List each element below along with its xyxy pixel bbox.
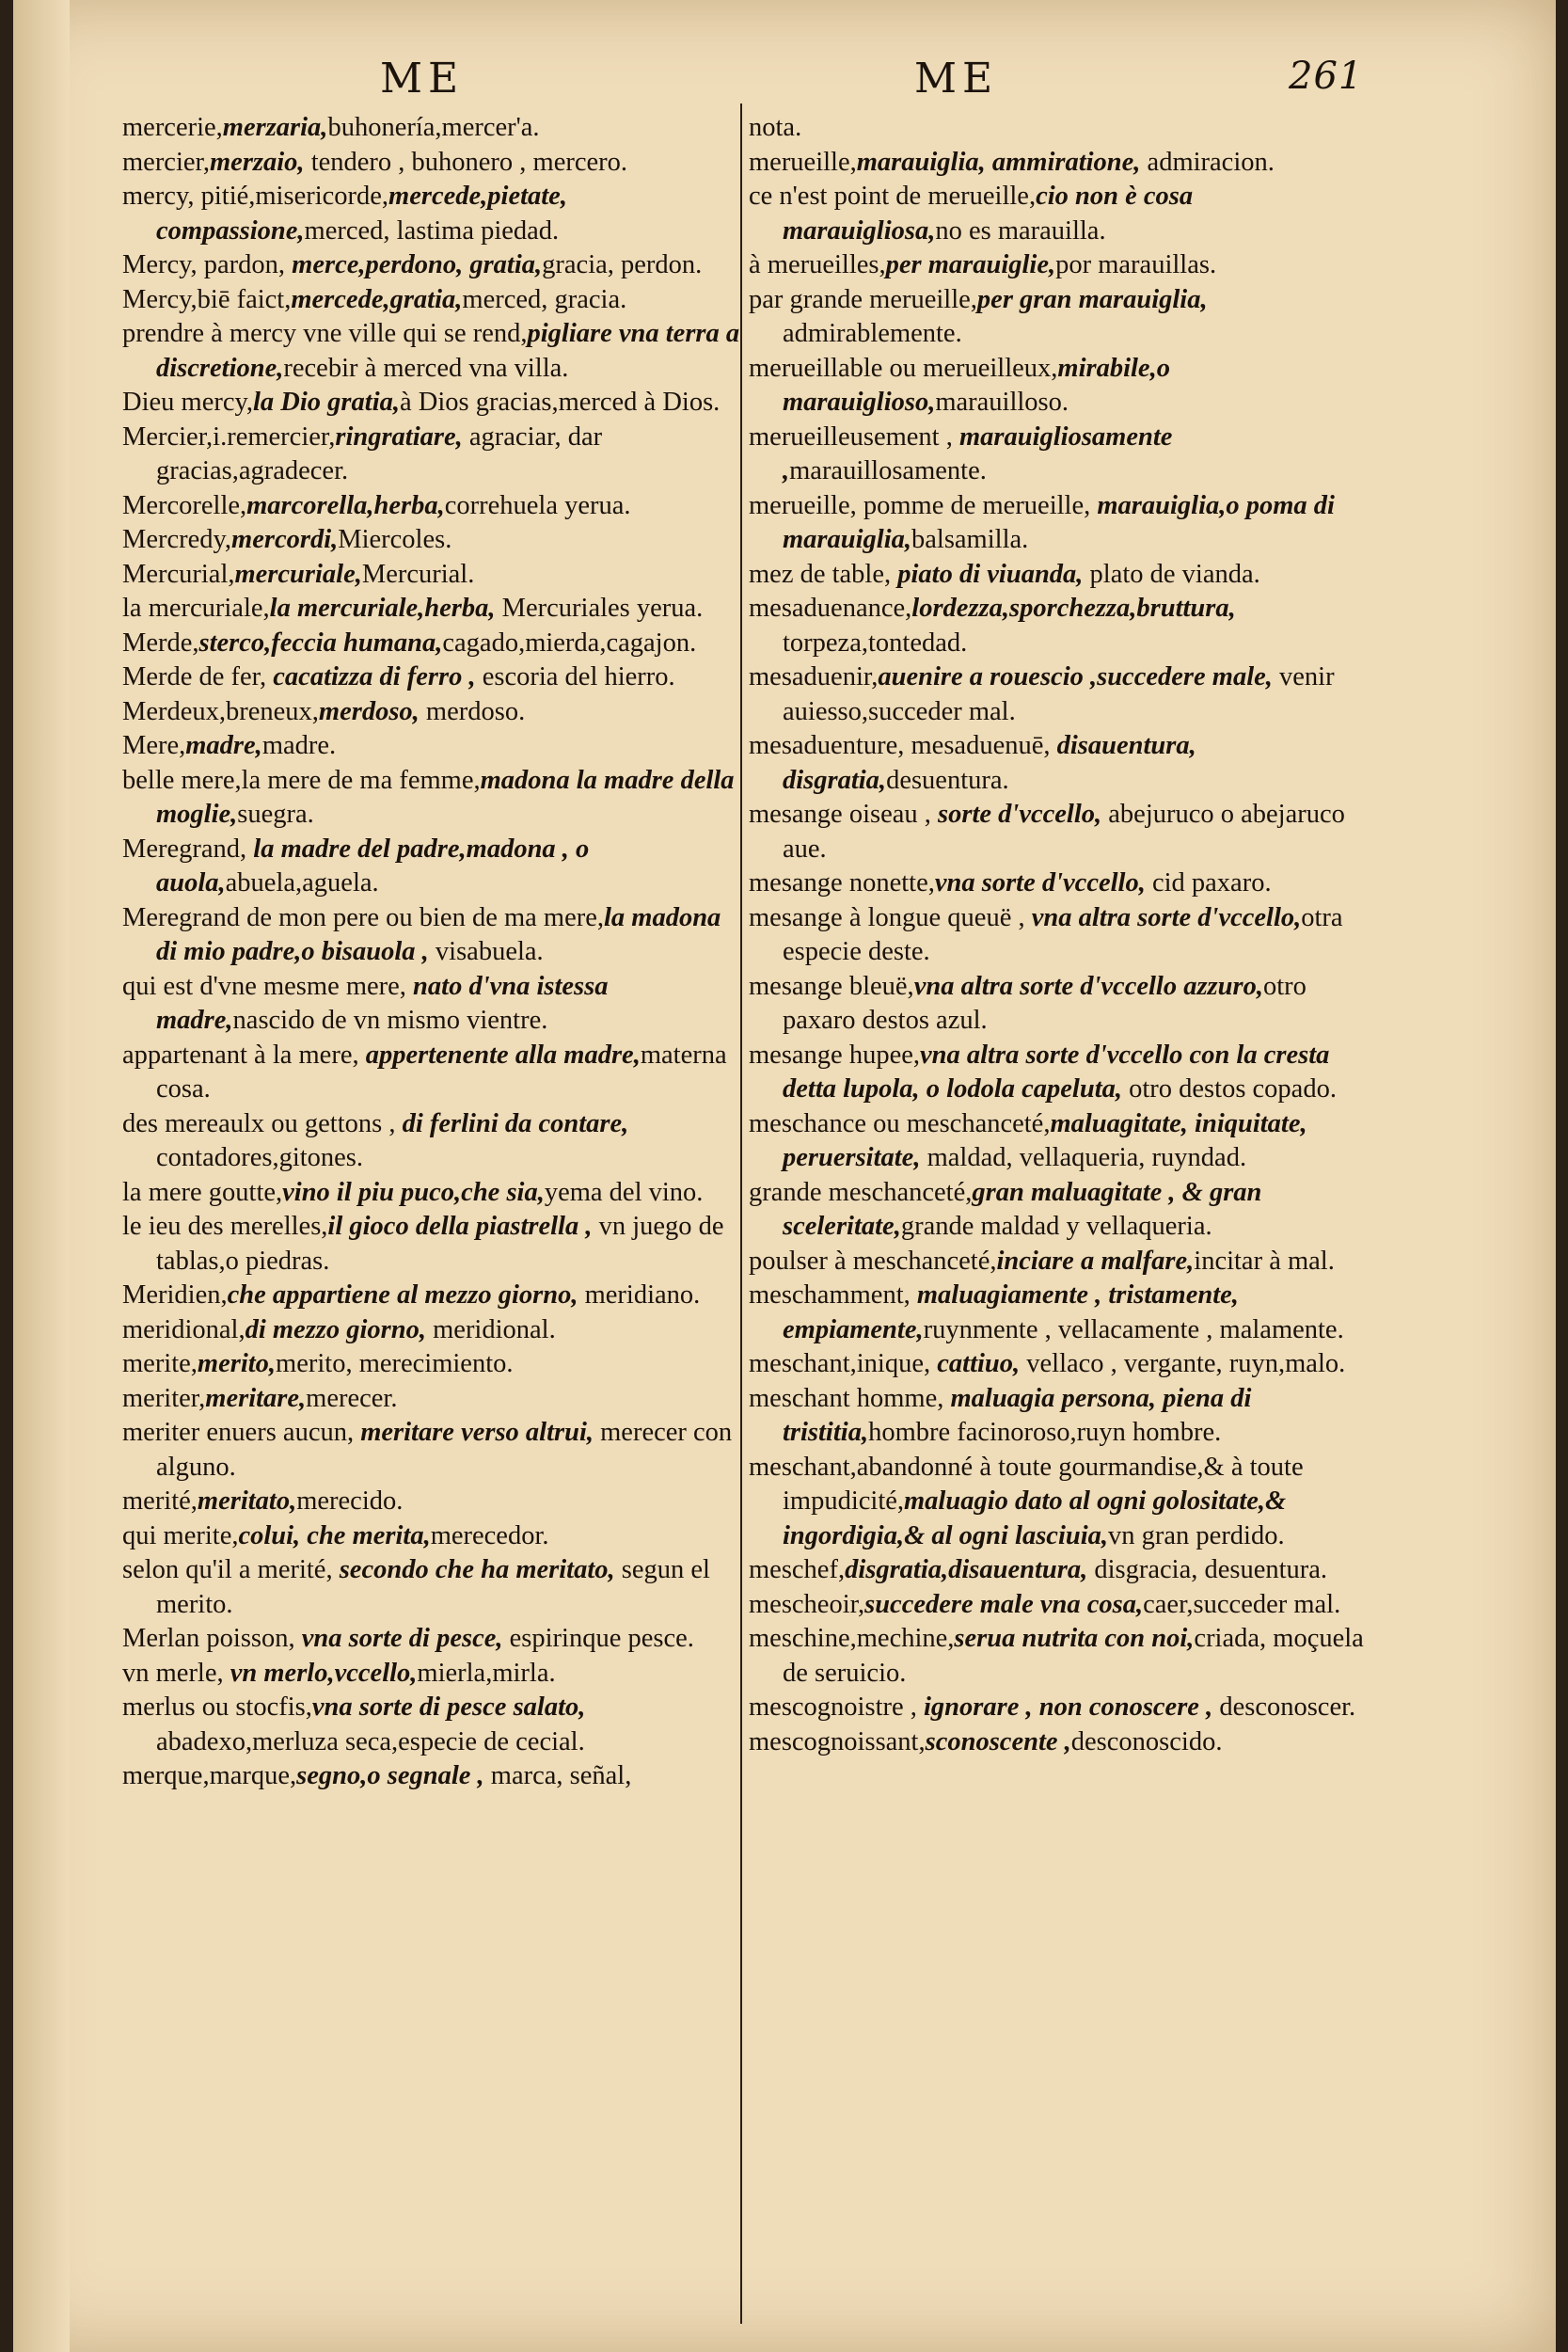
headword-fr: ce n'est point de merueille, [749,182,1037,211]
dictionary-entry [122,1176,743,1211]
gloss-it: merzaio, [210,147,305,177]
dictionary-entry [122,1416,743,1485]
gloss-es: hombre facinoroso,ruyn hombre. [868,1418,1222,1447]
gloss-it: meritare, [205,1383,307,1413]
gloss-it: auenire a rouescio ,succedere male, [878,662,1273,691]
gloss-it: vna altra sorte d'vccello, [1024,902,1302,932]
dictionary-entry [122,1279,743,1313]
gloss-it: sterco,feccia humana, [198,628,443,658]
headword-fr: mesange oiseau , [749,800,931,829]
gloss-es: madre. [261,731,337,760]
gloss-es: suegra. [237,800,314,829]
column-divider [740,103,742,2324]
gloss-it: ignorare , non conoscere , [916,1692,1213,1722]
headword-fr: meschine,mechine, [749,1624,955,1653]
gloss-es: buhonería,mercer'a. [327,113,540,142]
dictionary-entry [749,592,1375,660]
dictionary-entry [122,180,743,248]
gloss-it: marauiglia, ammiratione, [856,147,1141,177]
gloss-es: balsamilla. [911,525,1029,554]
gloss-it: vna sorte di pesce salato, [311,1692,586,1722]
headword-fr: à merueilles, [749,250,886,279]
gloss-es: espirinque pesce. [502,1624,694,1653]
headword-fr: mesange à longue queuë , [749,902,1025,932]
gloss-it: secondo che ha meritato, [332,1555,615,1584]
gloss-es: plato de vianda. [1083,559,1260,589]
gloss-it: disauentura, disgratia, [783,731,1196,795]
gloss-it: marauigliosamente , [783,421,1173,485]
dictionary-entry [122,146,743,181]
headword-fr: merite, [122,1349,198,1378]
dictionary-entry [749,558,1375,593]
gloss-es: abadexo,merluza seca,especie de cecial. [156,1726,585,1756]
book-page [13,0,1556,2352]
headword-fr: mescheoir, [749,1589,865,1619]
gloss-es: meridiano. [578,1280,701,1310]
gloss-it: appertenente alla madre, [358,1040,641,1070]
dictionary-entry [122,111,743,146]
gloss-it: cio non è cosa marauigliosa, [783,182,1194,246]
gloss-it: la madre del padre,madona , o auola, [156,834,590,898]
gloss-es: venir auiesso,succeder mal. [783,662,1335,726]
headword-fr: grande meschanceté, [749,1177,973,1207]
gloss-it: segno,o segnale , [296,1761,484,1790]
headword-fr: Mercorelle, [122,490,247,520]
dictionary-entry [122,1691,743,1759]
gloss-es: Mercuriales yerua. [495,594,704,623]
headword-fr: Mercurial, [122,559,235,589]
gloss-es: gracia, perdon. [542,250,703,279]
gloss-es: por marauillas. [1055,250,1217,279]
headword-fr: le ieu des merelles, [122,1212,328,1241]
headword-fr: la mere goutte, [122,1177,283,1207]
gloss-es: escoria del hierro. [475,662,675,691]
dictionary-entry [749,352,1375,421]
gloss-es: contadores,gitones. [156,1143,364,1172]
dictionary-entry [122,592,743,627]
gloss-it: vna sorte di pesce, [294,1624,503,1653]
gloss-it: inciare a malfare, [996,1246,1195,1276]
gloss-es: caer,succeder mal. [1143,1589,1341,1619]
gloss-it: il gioco della piastrella , [327,1212,593,1241]
gloss-es: vn juego de tablas,o piedras. [156,1212,724,1276]
gloss-it: piato di viuanda, [891,559,1084,589]
dictionary-entry [749,901,1375,970]
dictionary-entry [122,833,743,901]
headword-fr: Merde, [122,628,199,658]
gloss-it: vino il piu puco,che sia, [282,1177,545,1207]
dictionary-entry [749,729,1375,798]
gloss-es: segun el merito. [156,1555,710,1619]
gloss-es: cid paxaro. [1145,868,1272,898]
gloss-it: sorte d'vccello, [930,800,1102,829]
gloss-es: no es marauilla. [935,215,1106,246]
gloss-es: desuentura. [886,765,1009,795]
gloss-es: admiracion. [1140,147,1275,177]
gloss-it: sconoscente , [925,1726,1071,1756]
headword-fr: meschant,inique, [749,1349,931,1378]
gloss-es: desconoscido. [1070,1726,1223,1756]
gloss-it: nato d'vna istessa madre, [156,971,609,1035]
headword-fr: meschant homme, [749,1383,944,1413]
gloss-es: admirablemente. [783,319,962,348]
headword-fr: mesange nonette, [749,868,935,898]
gloss-es: marauilloso. [935,388,1069,417]
gloss-it: vn merlo,vccello, [223,1658,418,1688]
gloss-it: di mezzo giorno, [245,1314,426,1344]
dictionary-entry [749,1588,1375,1623]
dictionary-entry [122,1107,743,1176]
dictionary-entry [122,729,743,764]
headword-fr: mercerie, [122,113,223,142]
gloss-es: merced, lastima piedad. [304,215,560,246]
headword-fr: qui est d'vne mesme mere, [122,971,406,1001]
gloss-it: meritato, [197,1486,297,1516]
left-running-head: ME [380,55,465,103]
gloss-it: vna sorte d'vccello, [934,868,1146,898]
gloss-it: marauiglia,o poma di marauiglia, [783,490,1335,554]
gloss-es: torpeza,tontedad. [783,628,968,658]
gloss-it: mercede,pietate, compassione, [156,182,567,246]
gloss-it: succedere male vna cosa, [864,1589,1144,1619]
gloss-it: gran maluagitate , & gran sceleritate, [783,1177,1262,1241]
gloss-it: merce,perdono, gratia, [285,250,543,279]
gloss-it: di ferlini da contare, [395,1108,629,1138]
dictionary-entry [122,1347,743,1382]
headword-fr: merueilleusement , [749,421,953,452]
gloss-it: merdoso, [318,696,420,726]
headword-fr: meschef, [749,1555,846,1584]
gloss-it: maluagia persona, piena di tristitia, [783,1383,1252,1447]
gloss-it: vna altra sorte d'vccello azzuro, [913,971,1263,1001]
gloss-es: visabuela. [428,937,544,966]
dictionary-entry [749,1176,1375,1245]
gloss-es: criada, moçuela de seruicio. [783,1624,1364,1688]
dictionary-entry [749,1107,1375,1176]
gloss-es: cagado,mierda,cagajon. [442,628,697,658]
dictionary-entry [122,1657,743,1692]
dictionary-entry [122,1485,743,1519]
gloss-es: disgracia, desuentura. [1087,1555,1328,1584]
dictionary-entry [122,970,743,1039]
dictionary-entry [122,764,743,833]
dictionary-entry [749,660,1375,729]
dictionary-entry [122,660,743,695]
gloss-es: otro destos copado. [1122,1074,1337,1104]
headword-fr: la mercuriale, [122,594,270,623]
headword-fr: Merde de fer, [122,662,267,691]
gloss-es: merecedor. [430,1520,549,1550]
headword-fr: mez de table, [749,559,892,589]
headword-fr: Mercier,i.remercier, [122,421,336,452]
gloss-es: marca, señal, [483,1761,632,1790]
headword-fr: nota. [749,113,802,142]
dictionary-entry [122,558,743,593]
headword-fr: mesaduenture, mesaduenuē, [749,731,1051,760]
headword-fr: par grande merueille, [749,284,977,314]
headword-fr: mercier, [122,147,211,177]
dictionary-entry [749,866,1375,901]
dictionary-entry [749,421,1375,489]
gloss-es: desconoscer. [1212,1692,1356,1722]
gloss-it: serua nutrita con noi, [954,1624,1195,1653]
headword-fr: mercy, pitié,misericorde, [122,182,389,211]
gloss-it: pigliare vna terra a discretione, [156,319,740,383]
gloss-it: mercuriale, [234,559,362,589]
dictionary-entry [749,283,1375,352]
headword-fr: meridional, [122,1314,245,1344]
headword-fr: belle mere,la mere de ma femme, [122,765,481,795]
gloss-it: maluagitate, iniquitate, peruersitate, [783,1108,1307,1172]
gloss-es: meridional. [426,1314,556,1344]
gloss-it: cacatizza di ferro , [266,662,476,691]
dictionary-entry [749,1725,1375,1760]
right-column [749,111,1375,2331]
dictionary-entry [749,248,1375,283]
dictionary-entry [749,1245,1375,1279]
headword-fr: merité, [122,1486,198,1516]
headword-fr: Dieu mercy, [122,388,254,417]
gloss-es: merced, gracia. [462,284,627,314]
headword-fr: Mercy,biē faict, [122,284,292,314]
gloss-es: recebir à merced vna villa. [283,353,569,383]
headword-fr: Mere, [122,731,186,760]
headword-fr: mesange hupee, [749,1040,921,1070]
gloss-it: per marauiglie, [885,250,1056,279]
headword-fr: appartenant à la mere, [122,1040,359,1070]
headword-fr: merque,marque, [122,1761,297,1790]
dictionary-entry [122,627,743,661]
gloss-es: merecer con alguno. [156,1418,733,1482]
dictionary-entry [749,1691,1375,1725]
dictionary-entry [749,1451,1375,1554]
dictionary-entry [122,695,743,730]
dictionary-entry [749,1039,1375,1107]
dictionary-entry [122,1313,743,1348]
gloss-es: yema del vino. [544,1177,704,1207]
dictionary-entry [749,1622,1375,1691]
gloss-es: vellaco , vergante, ruyn,malo. [1020,1349,1346,1378]
gloss-it: merito, [197,1349,277,1378]
dictionary-entry [122,283,743,318]
gloss-it: madre, [185,731,262,760]
headword-fr: meschant,abandonné à toute gourmandise,& à toute impudicité, [749,1452,1304,1516]
right-running-head: ME [914,55,999,103]
dictionary-entry [122,1210,743,1279]
gloss-it: cattiuo, [930,1349,1021,1378]
headword-fr: selon qu'il a merité, [122,1555,333,1584]
gloss-es: agraciar, dar gracias,agradecer. [156,421,603,485]
headword-fr: meschamment, [749,1280,911,1310]
dictionary-entry [122,1759,743,1794]
gloss-es: vn gran perdido. [1108,1520,1285,1550]
dictionary-entry [122,901,743,970]
dictionary-entry [749,1347,1375,1382]
left-column [122,111,743,2331]
headword-fr: Mercy, pardon, [122,250,286,279]
page-binding-edge [13,0,70,2352]
gloss-it: marcorella,herba, [246,490,445,520]
gloss-es: nascido de vn mismo vientre. [232,1006,548,1035]
headword-fr: Merlan poisson, [122,1624,295,1653]
gloss-es: abejuruco o abejaruco aue. [783,800,1345,864]
gloss-it: madona la madre della moglie, [156,765,735,829]
gloss-it: lordezza,sporchezza,bruttura, [911,594,1236,623]
headword-fr: vn merle, [122,1658,224,1688]
dictionary-entry [122,1039,743,1107]
gloss-it: la madona di mio padre,o bisauola , [156,902,721,966]
headword-fr: Merdeux,breneux, [122,696,319,726]
gloss-es: mierla,mirla. [417,1658,556,1688]
headword-fr: meschance ou meschanceté, [749,1108,1051,1138]
gloss-es: Mercurial. [361,559,475,589]
headword-fr: Meregrand, [122,834,247,864]
headword-fr: mesaduenir, [749,662,879,691]
gloss-it: meritare verso altrui, [354,1418,594,1447]
gloss-es: Miercoles. [338,525,452,554]
headword-fr: poulser à meschanceté, [749,1246,997,1276]
headword-fr: merlus ou stocfis, [122,1692,312,1722]
dictionary-entry [122,1382,743,1417]
gloss-es: à Dios gracias,merced à Dios. [400,388,721,417]
gloss-es: maldad, vellaqueria, ruyndad. [920,1143,1247,1172]
gloss-es: merdoso. [419,696,526,726]
dictionary-entry [749,798,1375,866]
gloss-es: abuela,aguela. [225,868,379,898]
dictionary-entry [749,1553,1375,1588]
headword-fr: merueille, [749,147,857,177]
dictionary-entry [122,489,743,524]
gloss-es: marauillosamente. [789,456,987,485]
gloss-es: grande maldad y vellaqueria. [900,1212,1212,1241]
dictionary-entry [122,248,743,283]
dictionary-entry [122,1519,743,1554]
gloss-es: incitar à mal. [1194,1246,1335,1276]
headword-fr: prendre à mercy vne ville qui se rend, [122,319,528,348]
gloss-it: colui, che merita, [238,1520,431,1550]
headword-fr: qui merite, [122,1520,239,1550]
gloss-es: materna cosa. [156,1040,727,1104]
gloss-es: merecido. [296,1486,404,1516]
gloss-it: mercede,gratia, [291,284,463,314]
dictionary-entry [749,111,1375,146]
dictionary-entry [749,489,1375,558]
gloss-it: per gran marauiglia, [976,284,1208,314]
dictionary-entry [749,180,1375,248]
dictionary-entry [749,970,1375,1039]
dictionary-entry [749,146,1375,181]
gloss-es: tendero , buhonero , mercero. [304,147,628,177]
gloss-it: disgratia,disauentura, [845,1555,1088,1584]
dictionary-entry [749,1279,1375,1347]
dictionary-entry [749,1382,1375,1451]
gloss-it: maluagiamente , tristamente, empiamente, [783,1280,1239,1344]
headword-fr: merueillable ou merueilleux, [749,353,1058,383]
headword-fr: mescognoistre , [749,1692,917,1722]
gloss-es: merecer. [306,1383,398,1413]
gloss-es: merito, merecimiento. [276,1349,514,1378]
headword-fr: Meregrand de mon pere ou bien de ma mere, [122,902,604,932]
gloss-es: correhuela yerua. [444,490,631,520]
gloss-it: merzaria, [222,113,328,142]
dictionary-entry [122,317,743,386]
gloss-es: otra especie deste. [783,902,1343,966]
gloss-it: mirabile,o marauiglioso, [783,353,1170,417]
gloss-it: maluagio dato al ogni golositate,& ingordigia,& al ogni lasciuia, [783,1486,1287,1550]
gloss-it: che appartiene al mezzo giorno, [227,1280,578,1310]
dictionary-entry [122,1553,743,1622]
gloss-es: ruynmente , vellacamente , malamente. [923,1314,1344,1344]
headword-fr: mesange bleuë, [749,971,914,1001]
headword-fr: meriter, [122,1383,206,1413]
dictionary-entry [122,1622,743,1657]
page-number: 261 [1289,55,1364,98]
gloss-it: la Dio gratia, [253,388,400,417]
headword-fr: Mercredy, [122,525,232,554]
gloss-it: ringratiare, [335,421,463,452]
gloss-es: otro paxaro destos azul. [783,971,1307,1035]
headword-fr: merueille, pomme de merueille, [749,490,1091,520]
dictionary-entry [122,386,743,421]
headword-fr: des mereaulx ou gettons , [122,1108,396,1138]
gloss-it: vna altra sorte d'vccello con la cresta detta lupola, o lodola capeluta, [783,1040,1330,1104]
gloss-it: la mercuriale,herba, [269,594,496,623]
headword-fr: mescognoissant, [749,1726,926,1756]
dictionary-entry [122,523,743,558]
dictionary-entry [122,421,743,489]
headword-fr: meriter enuers aucun, [122,1418,355,1447]
headword-fr: mesaduenance, [749,594,912,623]
headword-fr: Meridien, [122,1280,228,1310]
gloss-it: mercordi, [231,525,339,554]
